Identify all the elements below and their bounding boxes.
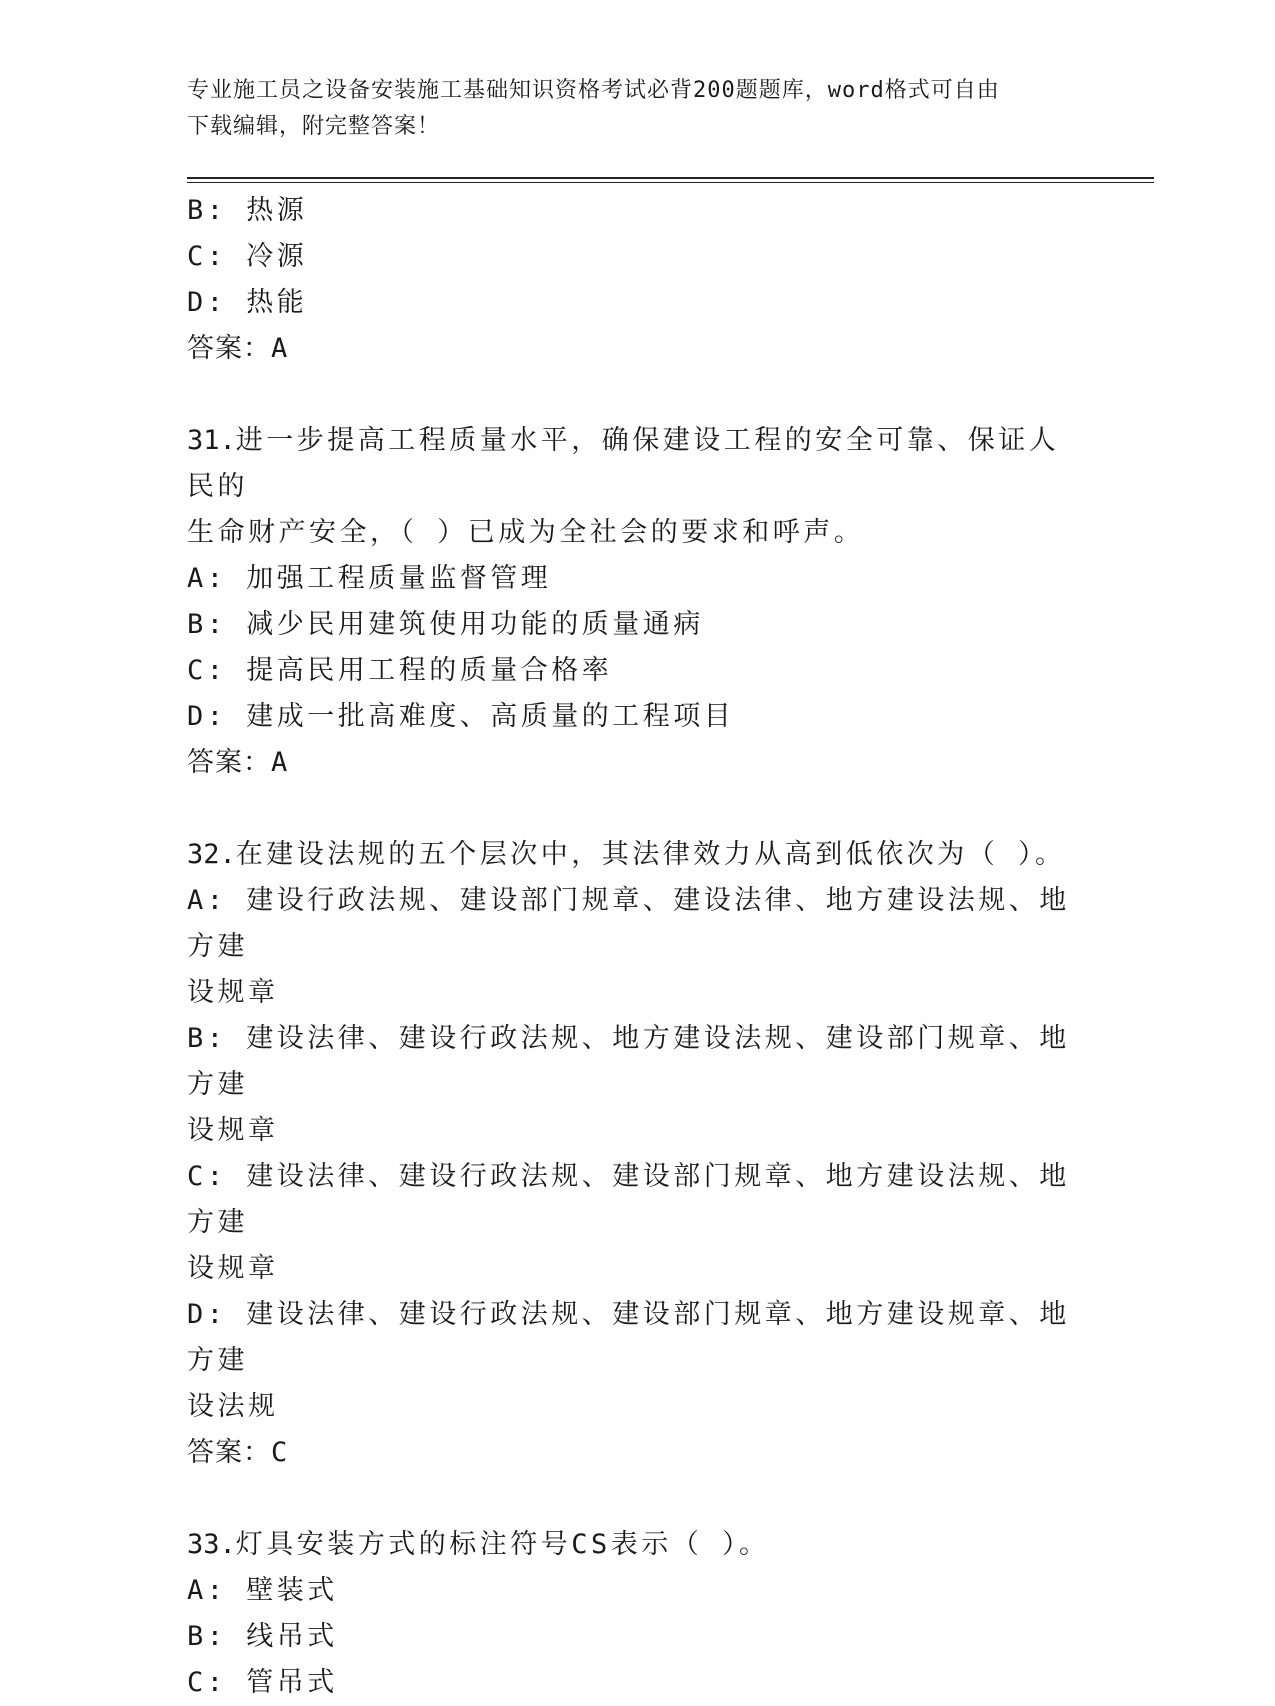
option-letter: D — [187, 287, 207, 318]
option-separator: : — [206, 195, 247, 226]
question-stem-continued: 生命财产安全，（ ）已成为全社会的要求和呼声。 — [187, 517, 865, 548]
option-letter: D — [187, 1299, 207, 1330]
option-text-continued: 设法规 — [187, 1391, 279, 1422]
option-text: 热源 — [246, 195, 308, 226]
answer-label: 答案： — [187, 1437, 271, 1468]
option-line — [187, 648, 1077, 694]
answer-line — [187, 1430, 1077, 1476]
option-separator: : — [206, 1023, 247, 1054]
option-text-continued: 设规章 — [187, 1115, 279, 1146]
option-letter: B — [187, 1023, 207, 1054]
question-stem — [187, 1522, 1077, 1568]
spacer — [187, 372, 1077, 418]
option-letter: A — [187, 1575, 207, 1606]
option-line — [187, 1660, 1077, 1706]
option-letter: A — [187, 563, 207, 594]
option-line — [187, 694, 1077, 740]
answer-line — [187, 740, 1077, 786]
option-text: 建设法律、建设行政法规、建设部门规章、地方建设规章、地方建 — [187, 1299, 1070, 1376]
option-text-continued: 设规章 — [187, 1253, 279, 1284]
option-separator: : — [206, 287, 247, 318]
option-text: 建设法律、建设行政法规、地方建设法规、建设部门规章、地方建 — [187, 1023, 1070, 1100]
question-stem-text: 在建设法规的五个层次中，其法律效力从高到低依次为（ ）。 — [235, 839, 1066, 870]
question-stem-text: 进一步提高工程质量水平，确保建设工程的安全可靠、保证人民的 — [187, 425, 1060, 502]
answer-line — [187, 326, 1077, 372]
option-letter: C — [187, 1161, 207, 1192]
prev-question-block — [187, 188, 1077, 372]
option-line — [187, 1154, 1077, 1246]
option-line — [187, 188, 1077, 234]
option-line — [187, 602, 1077, 648]
option-line — [187, 878, 1077, 970]
option-separator: : — [206, 241, 247, 272]
question-31-block — [187, 418, 1077, 786]
option-letter: B — [187, 609, 207, 640]
option-line — [187, 280, 1077, 326]
answer-label: 答案： — [187, 333, 271, 364]
question-33-block — [187, 1522, 1077, 1706]
question-number: 31. — [187, 425, 236, 456]
answer-value: A — [271, 747, 289, 778]
option-line — [187, 1016, 1077, 1108]
answer-label: 答案： — [187, 747, 271, 778]
option-letter: B — [187, 1621, 207, 1652]
option-separator: : — [206, 1575, 247, 1606]
option-text: 线吊式 — [246, 1621, 338, 1652]
option-letter: D — [187, 701, 207, 732]
option-text-continued: 设规章 — [187, 977, 279, 1008]
answer-value: C — [271, 1437, 289, 1468]
header-rule-thin — [187, 182, 1154, 183]
option-separator: : — [206, 1667, 247, 1698]
option-text: 建成一批高难度、高质量的工程项目 — [246, 701, 735, 732]
option-line — [187, 1292, 1077, 1384]
option-separator: : — [206, 1621, 247, 1652]
option-text: 建设行政法规、建设部门规章、建设法律、地方建设法规、地方建 — [187, 885, 1070, 962]
spacer — [187, 1476, 1077, 1522]
option-text: 减少民用建筑使用功能的质量通病 — [246, 609, 704, 640]
option-line — [187, 234, 1077, 280]
question-stem-text: 灯具安装方式的标注符号CS表示（ ）。 — [235, 1529, 770, 1560]
option-letter: A — [187, 885, 207, 916]
option-separator: : — [206, 655, 247, 686]
option-letter: B — [187, 195, 207, 226]
option-separator: : — [206, 609, 247, 640]
option-line — [187, 1568, 1077, 1614]
question-stem — [187, 832, 1077, 878]
option-letter: C — [187, 655, 207, 686]
option-line — [187, 556, 1077, 602]
option-separator: : — [206, 701, 247, 732]
header-line-1: 专业施工员之设备安装施工基础知识资格考试必背200题题库，word格式可自由 — [187, 78, 1000, 103]
option-text: 加强工程质量监督管理 — [246, 563, 552, 594]
option-separator: : — [206, 885, 247, 916]
option-separator: : — [206, 1161, 247, 1192]
option-letter: C — [187, 241, 207, 272]
option-text: 管吊式 — [246, 1667, 338, 1698]
option-separator: : — [206, 563, 247, 594]
option-text: 热能 — [246, 287, 308, 318]
option-text: 提高民用工程的质量合格率 — [246, 655, 613, 686]
option-letter: C — [187, 1667, 207, 1698]
question-number: 32. — [187, 839, 236, 870]
option-line — [187, 1614, 1077, 1660]
option-text: 壁装式 — [246, 1575, 338, 1606]
document-header — [187, 73, 1067, 145]
option-separator: : — [206, 1299, 247, 1330]
header-line-2: 下载编辑，附完整答案！ — [187, 114, 441, 139]
question-number: 33. — [187, 1529, 236, 1560]
option-text: 冷源 — [246, 241, 308, 272]
spacer — [187, 786, 1077, 832]
question-stem — [187, 418, 1077, 510]
answer-value: A — [271, 333, 289, 364]
question-content — [187, 188, 1077, 1706]
header-rule-thick — [187, 177, 1154, 179]
question-32-block — [187, 832, 1077, 1476]
option-text: 建设法律、建设行政法规、建设部门规章、地方建设法规、地方建 — [187, 1161, 1070, 1238]
